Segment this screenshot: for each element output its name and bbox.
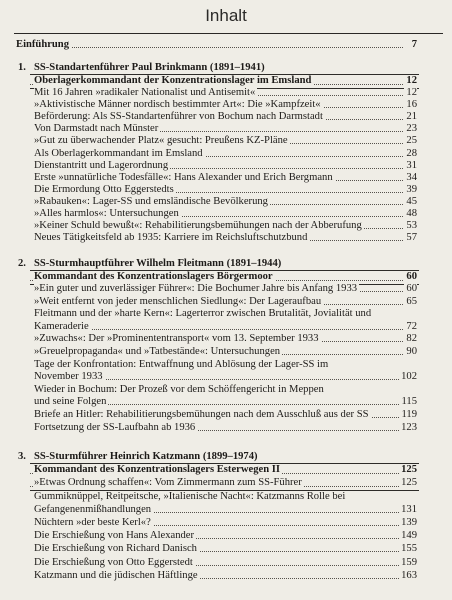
toc-entry-label: »Zuwachs«: Der »Prominententransport« vom 13. September 1933 [34,333,319,345]
toc-entry-label: »Gut zu überwachender Platz« gesucht: Preußens KZ-Pläne [34,135,288,147]
toc-entry-label: Beförderung: Als SS-Standartenführer von Bochum nach Darmstadt [34,111,323,123]
toc-entry-label: Fortsetzung der SS-Laufbahn ab 1936 [34,421,196,433]
toc-entry-page: 53 [406,220,417,232]
toc-entry [34,172,417,184]
toc-entry [34,530,417,542]
toc-entry-page: 102 [401,371,417,383]
toc-entry-page: 60 [406,283,417,294]
section-number: 3. [18,451,26,462]
toc-entry-label: November 1933 [34,371,103,383]
toc-entry-label: Wieder in Bochum: Der Prozeß vor dem Schöffengericht in Meppen [34,383,324,395]
toc-entry-label: »Etwas Ordnung schaffen«: Vom Zimmermann zum SS-Führer [34,477,302,488]
toc-entry [34,384,417,396]
toc-entry [34,359,417,371]
toc-entry-page: 39 [406,183,417,195]
toc-entry-page: 60 [406,271,417,282]
toc-entry [34,371,417,383]
toc-entry-label: Von Darmstadt nach Münster [34,123,159,135]
toc-entry [34,99,417,111]
toc-entry-page: 125 [401,464,417,475]
toc-entry-introduction [16,39,417,51]
section-number: 2. [18,258,26,269]
toc-entry [34,346,417,358]
toc-entry-label: und seine Folgen [34,396,107,408]
toc-entry [34,570,417,582]
toc-entry-page: 123 [401,421,417,433]
toc-entry-label: Mit 16 Jahren »radikaler Nationalist und Antisemit« [34,87,256,98]
toc-entry [34,333,417,345]
toc-entry [34,504,417,516]
toc-entry-page: 72 [406,320,417,332]
toc-entry-page: 65 [406,295,417,307]
toc-entry-label: Die Erschießung von Hans Alexander [34,530,195,542]
toc-entry [34,396,417,408]
toc-entry-label: Kommandant des Konzentrationslagers Börgermoor [34,271,273,282]
toc-entry [34,123,417,135]
toc-entry-label: Kommandant des Konzentrationslagers Esterwegen II [34,464,280,475]
toc-entry-page: 25 [406,135,417,147]
toc-entry [34,296,417,308]
toc-entry-label: Tage der Konfrontation: Entwaffnung und Ablösung der Lager-SS im [34,358,329,370]
toc-entry-page: 90 [406,346,417,357]
toc-entry-label: Neues Tätigkeitsfeld ab 1935: Karriere im Reichsluftschutzbund [34,232,308,244]
section-subheading-box [30,463,419,491]
toc-entry-label: Kameraderie [34,320,89,332]
toc-entry-page: 7 [411,39,417,50]
page-title: Inhalt [205,6,247,25]
toc-entry [34,491,417,503]
toc-entry-page: 45 [406,195,417,207]
toc-entry [34,232,417,244]
section-number: 1. [18,62,26,73]
toc-entry-page: 23 [406,123,417,135]
toc-entry-label: Einführung [16,39,69,50]
toc-entry [34,321,417,333]
toc-entry [34,148,417,160]
toc-entry-page: 119 [401,409,417,420]
toc-entry-label: Gummiknüppel, Reitpeitsche, »Italienische Nacht«: Katzmanns Rolle bei [34,491,346,502]
toc-entry-label: Als Oberlagerkommandant im Emsland [34,147,203,159]
toc-entry-label: »Ein guter und zuverlässiger Führer«: Die Bochumer Jahre bis Anfang 1933 [34,283,358,294]
section-subheading [30,464,417,477]
toc-entry-page: 159 [401,556,417,568]
toc-entry [34,208,417,220]
toc-entry-label: »Greuelpropaganda« und »Tatbestände«: Untersuchungen [34,346,281,357]
toc-entry-page: 21 [406,111,417,123]
toc-entry-page: 16 [406,99,417,111]
toc-entry [34,135,417,147]
toc-entry [34,517,417,529]
toc-entry [34,184,417,196]
toc-entry [34,196,417,208]
toc-entry [34,543,417,555]
toc-entry-page: 115 [401,396,417,408]
toc-entry-page: 48 [406,208,417,219]
toc-entry [30,477,417,490]
toc-entry-label: »Rabauken«: Lager-SS und emsländische Bevölkerung [34,195,268,207]
toc-entry [34,87,417,99]
toc-entry-label: Nüchtern »der beste Kerl«? [34,517,151,529]
toc-entry-page: 12 [406,75,417,86]
toc-entry-label: Die Ermordung Otto Eggerstedts [34,183,174,195]
toc-entry [34,308,417,320]
toc-entry [34,111,417,123]
toc-entry-page: 131 [401,504,417,516]
toc-entry-label: Fleitmann und der »harte Kern«: Lagerterror zwischen Brutalität, Jovialität und [34,308,372,320]
toc-entry [34,409,417,421]
toc-entry-label: Oberlagerkommandant der Konzentrationslager im Emsland [34,75,312,86]
toc-entry-page: 155 [401,543,417,555]
toc-entry-label: »Weit entfernt von jeder menschlichen Siedlung«: Der Lageraufbau [34,295,322,307]
title-rule [14,33,443,34]
toc-entry-label: Gefangenenmißhandlungen [34,504,152,516]
section-heading: SS-Sturmführer Heinrich Katzmann (1899–1974) [34,451,258,462]
toc-entry [34,160,417,172]
toc-entry-page: 34 [406,171,417,183]
toc-entry-label: Katzmann und die jüdischen Häftlinge [34,569,198,581]
toc-entry [34,283,417,295]
toc-entry-label: Briefe an Hitler: Rehabilitierungsbemühungen nach dem Ausschluß aus der SS [34,409,369,420]
toc-entry [34,422,417,434]
toc-entry-page: 125 [401,477,417,488]
toc-entry-label: Erste »unnatürliche Todesfälle«: Hans Alexander und Erich Bergmann [34,171,333,183]
toc-entry-page: 57 [406,232,417,244]
toc-entry-page: 12 [406,87,417,98]
toc-entry-label: »Keiner Schuld bewußt«: Rehabilitierungsbemühungen nach der Abberufung [34,220,362,232]
toc-entry-label: Die Erschießung von Richard Danisch [34,543,197,555]
toc-entry-label: Dienstantritt und Lagerordnung [34,159,169,171]
toc-entry-page: 28 [406,147,417,159]
toc-entry-label: Die Erschießung von Otto Eggerstedt [34,556,193,568]
toc-entry-label: »Alles harmlos«: Untersuchungen [34,208,179,219]
toc-entry-page: 139 [401,517,417,529]
toc-entry [34,557,417,569]
toc-entry-page: 31 [406,159,417,171]
section-heading: SS-Standartenführer Paul Brinkmann (1891–1941) [34,62,265,73]
toc-entry-page: 163 [401,569,417,581]
section-heading: SS-Sturmhauptführer Wilhelm Fleitmann (1891–1944) [34,258,282,269]
toc-entry-page: 82 [406,333,417,345]
toc-entry [34,220,417,232]
toc-entry-page: 149 [401,530,417,542]
toc-entry-label: »Aktivistische Männer nordisch bestimmter Art«: Die »Kampfzeit« [34,99,321,111]
